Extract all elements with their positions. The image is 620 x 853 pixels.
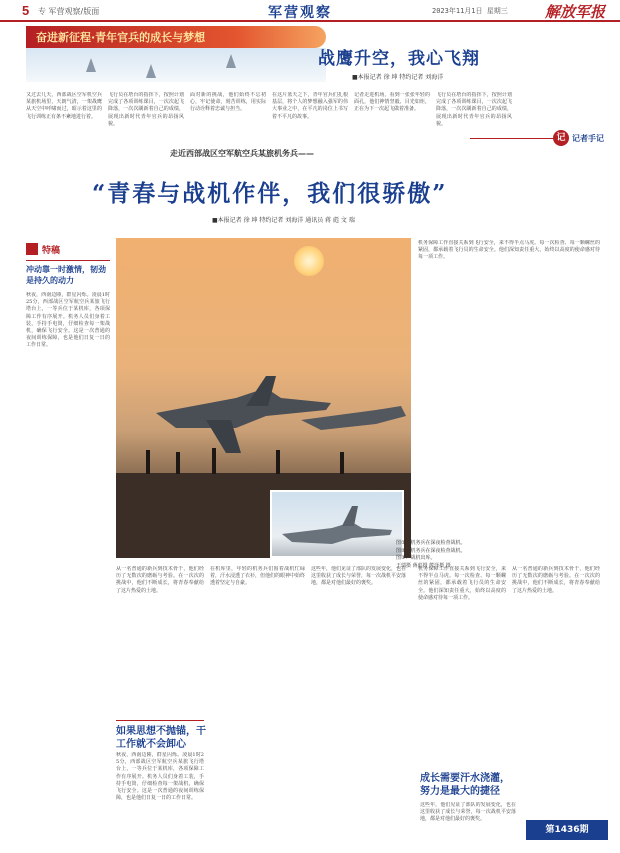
newspaper-logo: 解放军报 [545,3,606,21]
note-divider [470,138,556,144]
feature-tag: 特稿 [42,246,61,256]
story2-col-c2: 秋夜，西南边陲，群星闪烁。凌晨1时25分，西部战区空军航空兵某旅飞行塔台上，一等兵位于某机库，各项保障工作有序展开。机务人员们身着工装，手持手电筒，仔细检查每一架战机，确保飞行安全。这是一次普通的夜间训练保障，也是他们日复一日的工作日常。 [116,752,204,802]
series-banner [26,26,326,48]
note-label: 记者手记 [572,134,604,143]
story1-col-1: 又过去几天，西部战区空军机空兵某旅机场里，天朗气清，一架战鹰从天空中呼啸而过，昭示着这里的飞行训练正有条不紊地进行着。 [26,92,102,120]
story1-col-2: 飞行员在塔台的指挥下，按照计划完成了各项训练课目，一次次起飞降落，一次次刷新着自己的成绩，展现出新时代青年官兵的昂扬风貌。 [108,92,184,127]
aircraft-inset [272,492,402,556]
story1-byline: ■本报记者 徐 坤 特约记者 刘海洋 [352,74,444,81]
story2-col-g: 从一名普通的新兵到技术骨干，他们经历了无数次的磨砺与考验。在一次次的挑战中，他们不断成长，将青春奉献给了这片热爱的土地。 [512,566,600,594]
issue-phase-badge: 第1436期 [526,820,608,840]
story1-col-4: 在这片蓝天之下，青年官兵们扎根基层，将个人的梦想融入强军的伟大事业之中，在平凡的岗位上书写着不平凡的故事。 [272,92,348,120]
story1-col-5: 记者走进机场，看到一张张年轻的面孔，他们神情坚毅、目光如炬，正在为下一次起飞做着准备。 [354,92,430,113]
story2-col-a: 秋夜，西南边陲，群星闪烁。凌晨1时25分，西部战区空军航空兵某旅飞行塔台上，一等兵位于某机库，各项保障工作有序展开。机务人员们身着工装，手持手电筒，仔细检查每一架战机，确保飞行安全。这是一次普通的夜间训练保障，也是他们日复一日的工作日常。 [26,292,110,349]
sub-heading-3: 成长需要汗水浇灌，努力是最大的捷径 [420,773,510,797]
sub-heading-1: 冲动靠一时激情，韧劲是持久的动力 [26,265,106,285]
inset-photo [270,490,404,558]
caption-1: 图①：机务兵在深夜检查战机。 [396,540,466,546]
story2-headline: “青春与战机作伴，我们很骄傲” [92,180,448,207]
feature-tag-icon [26,243,38,255]
jet-icon [146,64,156,78]
banner-sky-graphic [26,48,326,82]
jet-icon [86,58,96,72]
story2-col-d: 在机库里，年轻的机务兵们围着战机忙碌着，汗水浸透了衣衫，但他们的眼神中始终透着坚定与自豪。 [210,566,305,587]
column-title: 军营观察 [268,5,332,21]
page-header [0,0,620,22]
story2-subtitle: 走近西部战区空军航空兵某旅机务兵—— [170,149,314,158]
note-badge: 记 [553,130,569,146]
photo-credit: 王瑞摄 蒋彪摄 熊泽摄 摄 [396,562,451,569]
issue-date: 2023年11月1日 星期三 [432,7,508,15]
story1-col-6: 飞行员在塔台的指挥下，按照计划完成了各项训练课目，一次次起飞降落，一次次刷新着自己的成绩，展现出新时代青年官兵的昂扬风貌。 [436,92,512,127]
jet-icon [226,54,236,68]
story2-col-c: 从一名普通的新兵到技术骨干，他们经历了无数次的磨砺与考验。在一次次的挑战中，他们不断成长，将青春奉献给了这片热爱的土地。 [116,566,204,594]
story2-col-h: 这些年，他们见证了部队的发展变化，也在这里收获了成长与荣誉，每一次战机平安落地，都是对他们最好的褒奖。 [420,802,516,823]
story2-byline: ■本报记者 徐 坤 特约记者 刘海洋 通讯员 蒋 彪 文 瑞 [212,217,355,224]
sub-heading-2: 如果思想不抛锚，干工作就不会卸心 [116,726,206,750]
sub2-divider [116,720,204,721]
story1-col-3: 面对新的挑战，他们始终不忘初心，牢记使命，刻苦训练，用实际行动诠释着忠诚与担当。 [190,92,266,113]
banner-text: 奋进新征程·青年官兵的成长与梦想 [36,31,206,44]
caption-2: 图②：机务兵在深夜检查战机。 [396,547,466,554]
section-label: 专 军营观察/版面 [38,7,100,16]
story1-headline: 战鹰升空，我心飞翔 [318,49,480,69]
caption-3: 图③：战机出库。 [396,555,436,561]
story2-col-f: 机务保障工作直接关系到飞行安全，来不得半点马虎。每一次检查、每一颗螺丝的紧固，都承载着飞行员的生命安全。他们深知责任重大，始终以高度的使命感对待每一项工作。 [418,566,506,601]
sub1-divider [26,260,110,261]
story2-col-e: 这些年，他们见证了部队的发展变化，也在这里收获了成长与荣誉，每一次战机平安落地，都是对他们最好的褒奖。 [311,566,406,587]
page-number: 5 [22,3,30,18]
story2-col-b: 机务保障工作直接关系到飞行安全，来不得半点马虎。每一次检查、每一颗螺丝的紧固，都承载着飞行员的生命安全。他们深知责任重大，始终以高度的使命感对待每一项工作。 [418,240,600,261]
